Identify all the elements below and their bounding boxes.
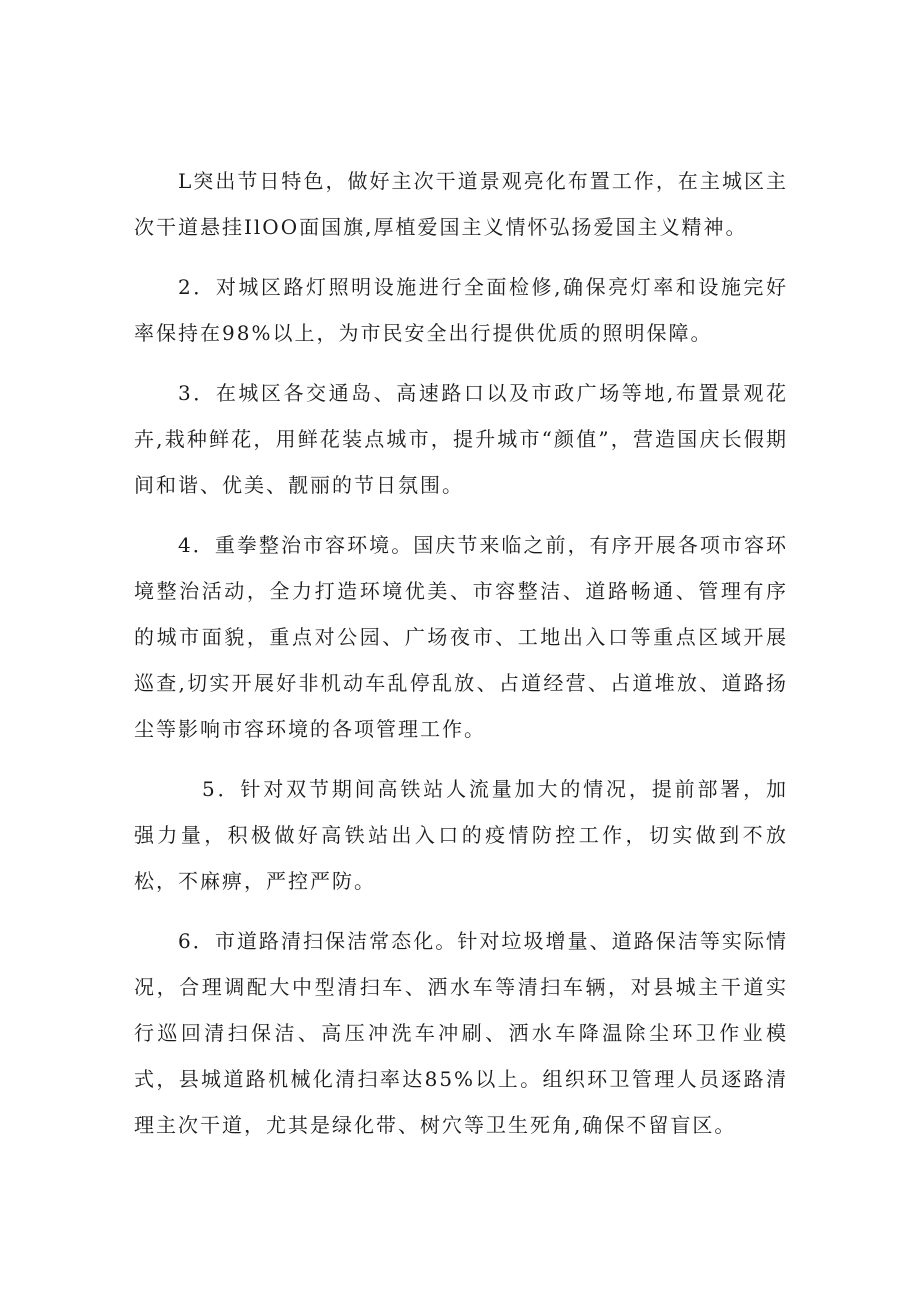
paragraph-1: L突出节日特色，做好主次干道景观亮化布置工作，在主城区主次干道悬挂IlOO面国旗,厚植爱国主义情怀弘扬爱国主义精神。	[134, 169, 788, 239]
paragraph-4: 4．重拳整治市容环境。国庆节来临之前，有序开展各项市容环境整治活动，全力打造环境优美、市容整洁、道路畅通、管理有序的城市面貌，重点对公园、广场夜市、工地出入口等重点区域开展巡查,切实开展好非机动车乱停乱放、占道经营、占道堆放、道路扬尘等影响市容环境的各项管理工作。	[134, 533, 788, 741]
paragraph-3: 3．在城区各交通岛、高速路口以及市政广场等地,布置景观花卉,栽种鲜花，用鲜花装点城市，提升城市“颜值”，营造国庆长假期间和谐、优美、靓丽的节日氛围。	[134, 381, 788, 497]
paragraph-2: 2．对城区路灯照明设施进行全面检修,确保亮灯率和设施完好率保持在98%以上，为市民安全出行提供优质的照明保障。	[134, 275, 788, 345]
paragraph-6: 6．市道路清扫保洁常态化。针对垃圾增量、道路保洁等实际情况，合理调配大中型清扫车、洒水车等清扫车辆，对县城主干道实行巡回清扫保洁、高压冲洗车冲刷、洒水车降温除尘环卫作业模式，县城道路机械化清扫率达85%以上。组织环卫管理人员逐路清理主次干道，尤其是绿化带、树穴等卫生死角,确保不留盲区。	[134, 929, 788, 1137]
paragraph-5: 5．针对双节期间高铁站人流量加大的情况，提前部署，加强力量，积极做好高铁站出入口的疫情防控工作，切实做到不放松，不麻痹，严控严防。	[134, 777, 788, 893]
document-body	[134, 158, 788, 1162]
